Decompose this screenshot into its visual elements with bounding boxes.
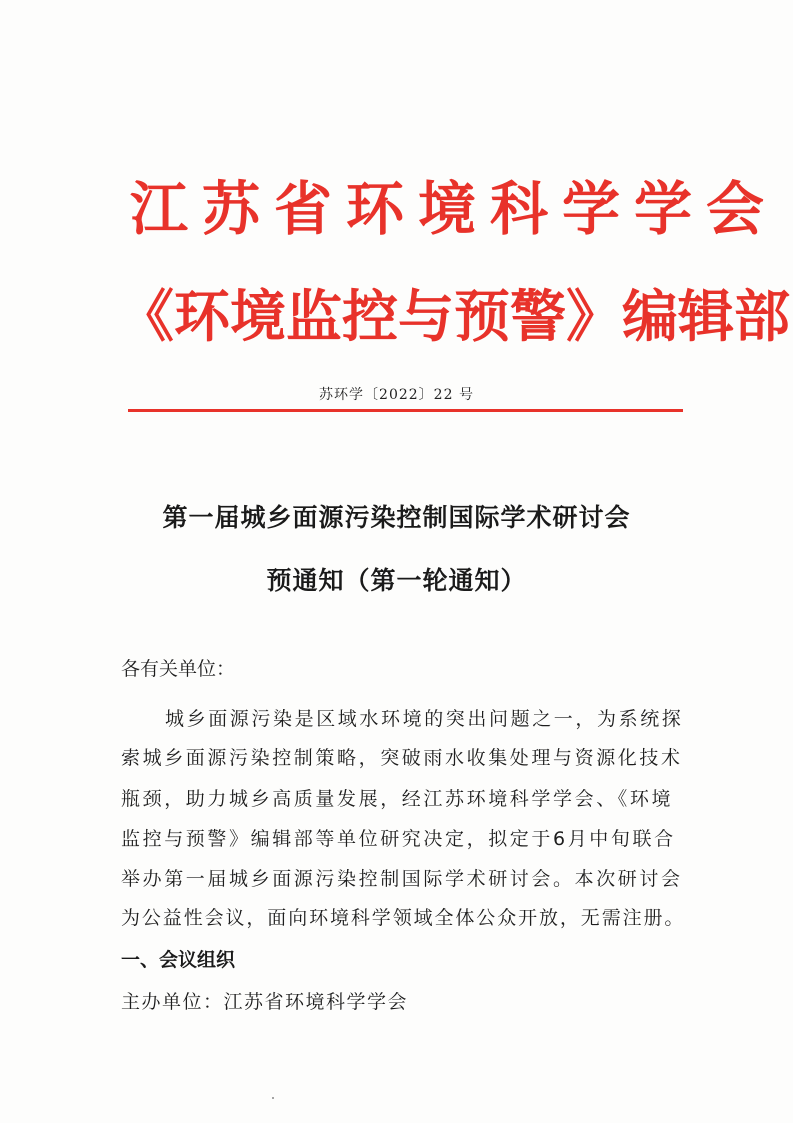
paragraph-line: 瓶颈，助力城乡高质量发展，经江苏环境科学学会、《环境	[121, 788, 674, 810]
document-number: 苏环学〔2022〕22 号	[319, 387, 474, 403]
letterhead-editorial-dept: 《环境监控与预警》编辑部	[118, 285, 790, 350]
organizer-line: 主办单位：江苏省环境科学学会	[121, 991, 409, 1013]
section-heading: 一、会议组织	[121, 949, 236, 971]
notice-title-line1: 第一届城乡面源污染控制国际学术研讨会	[162, 503, 631, 532]
paragraph-line: 为公益性会议，面向环境科学领域全体公众开放，无需注册。	[121, 907, 686, 929]
paragraph-line: 举办第一届城乡面源污染控制国际学术研讨会。本次研讨会	[121, 868, 683, 890]
paragraph-line: 监控与预警》编辑部等单位研究决定，拟定于6月中旬联合	[121, 828, 676, 850]
paragraph-line: 索城乡面源污染控制策略，突破雨水收集处理与资源化技术	[121, 747, 683, 769]
letterhead-divider	[128, 409, 683, 412]
scan-speck	[272, 1097, 274, 1099]
paragraph-line: 城乡面源污染是区域水环境的突出问题之一，为系统探	[165, 708, 684, 730]
notice-title-line2: 预通知（第一轮通知）	[266, 566, 527, 595]
salutation: 各有关单位：	[121, 658, 236, 680]
letterhead-org-name: 江苏省环境科学学会	[130, 175, 779, 243]
